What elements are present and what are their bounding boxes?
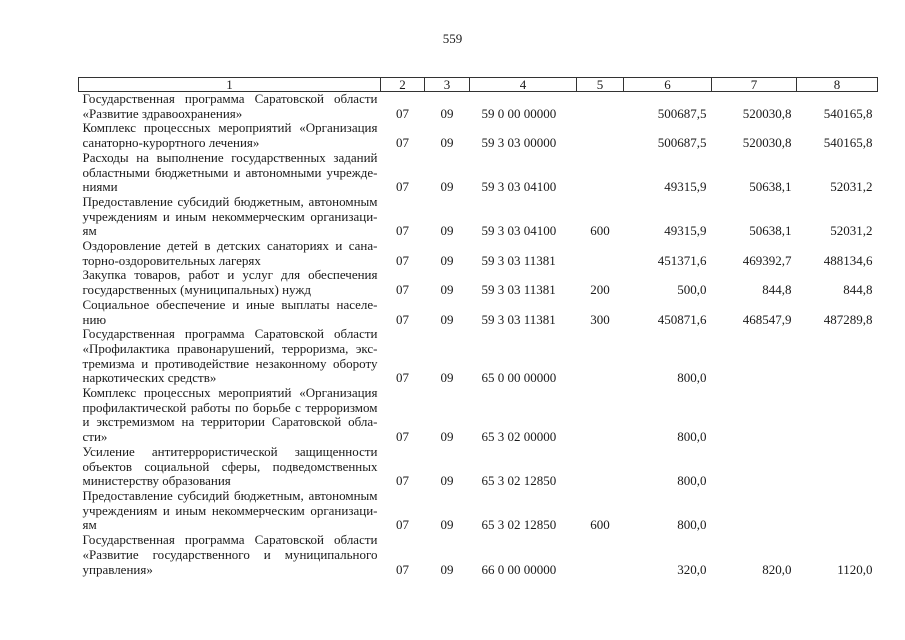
section-cell: 07 xyxy=(396,105,409,121)
description-cell xyxy=(79,445,381,489)
amount-cell: 320,0 xyxy=(677,561,707,577)
amount-cell xyxy=(797,327,878,386)
subsection-cell: 09 xyxy=(440,179,454,195)
section-cell: 07 xyxy=(396,561,409,577)
description-line: Усиление антитеррористической защищенности xyxy=(82,443,378,459)
description-line: «Развитие здравоохранения» xyxy=(82,105,243,121)
expense-type-cell: 300 xyxy=(590,311,610,327)
amount-cell xyxy=(712,445,797,489)
section-cell: 07 xyxy=(396,252,409,268)
table-row xyxy=(79,489,878,533)
col-header: 8 xyxy=(797,78,878,92)
amount-cell: 800,0 xyxy=(677,429,707,445)
description-line: Предоставление субсидий бюджетным, автономным xyxy=(82,193,378,209)
amount-cell: 52031,2 xyxy=(830,223,873,239)
description-cell xyxy=(79,121,381,150)
description-line: нию xyxy=(82,311,107,327)
subsection-cell: 09 xyxy=(440,561,454,577)
amount-cell: 540165,8 xyxy=(823,105,873,121)
description-line: Социальное обеспечение и иные выплаты населе- xyxy=(82,296,378,312)
table-row xyxy=(79,151,878,195)
col-header: 6 xyxy=(624,78,712,92)
description-cell xyxy=(79,489,381,533)
description-line: торно-оздоровительных лагерях xyxy=(82,252,261,268)
section-cell: 07 xyxy=(396,179,409,195)
col-header: 2 xyxy=(381,78,425,92)
description-line: и экстремизмом на территории Саратовской обла- xyxy=(82,414,378,430)
amount-cell: 50638,1 xyxy=(749,223,792,239)
col-header: 1 xyxy=(79,78,381,92)
target-article-cell: 65 3 02 00000 xyxy=(481,429,557,445)
section-cell: 07 xyxy=(396,370,409,386)
amount-cell: 49315,9 xyxy=(664,223,707,239)
expense-type-cell: 600 xyxy=(590,223,610,239)
table-row xyxy=(79,195,878,239)
section-cell: 07 xyxy=(396,282,409,298)
description-cell xyxy=(79,92,381,122)
subsection-cell: 09 xyxy=(440,370,454,386)
description-cell xyxy=(79,298,381,327)
col-header: 7 xyxy=(712,78,797,92)
table-row xyxy=(79,445,878,489)
amount-cell: 820,0 xyxy=(762,561,792,577)
amount-cell: 468547,9 xyxy=(742,311,792,327)
subsection-cell: 09 xyxy=(440,223,454,239)
target-article-cell: 59 3 03 11381 xyxy=(481,282,556,298)
amount-cell xyxy=(712,327,797,386)
header-row xyxy=(79,78,878,92)
description-cell xyxy=(79,268,381,297)
subsection-cell: 09 xyxy=(440,517,454,533)
section-cell: 07 xyxy=(396,311,409,327)
description-line: Расходы на выполнение государственных заданий xyxy=(82,149,378,165)
description-line: сти» xyxy=(82,429,108,445)
col-header: 3 xyxy=(425,78,470,92)
amount-cell: 500687,5 xyxy=(657,105,707,121)
description-line: учреждениям и иным некоммерческим организаци- xyxy=(82,502,378,518)
table-row xyxy=(79,268,878,297)
description-line: «Профилактика правонарушений, терроризма, экс- xyxy=(82,340,378,356)
description-cell xyxy=(79,151,381,195)
expense-type-cell xyxy=(577,92,624,122)
description-line: наркотических средств» xyxy=(82,370,217,386)
description-line: Комплекс процессных мероприятий «Организация xyxy=(82,385,378,401)
subsection-cell: 09 xyxy=(440,473,454,489)
table-row xyxy=(79,327,878,386)
table-row xyxy=(79,298,878,327)
target-article-cell: 59 3 03 11381 xyxy=(481,311,556,327)
expense-type-cell xyxy=(577,239,624,268)
subsection-cell: 09 xyxy=(440,429,454,445)
expense-type-cell: 200 xyxy=(590,282,610,298)
amount-cell: 50638,1 xyxy=(749,179,792,195)
amount-cell xyxy=(797,489,878,533)
amount-cell: 52031,2 xyxy=(830,179,873,195)
subsection-cell: 09 xyxy=(440,252,454,268)
section-cell: 07 xyxy=(396,517,409,533)
expense-type-cell xyxy=(577,445,624,489)
section-cell: 07 xyxy=(396,223,409,239)
description-line: Государственная программа Саратовской области xyxy=(82,326,378,342)
description-line: областными бюджетными и автономными учрежде- xyxy=(82,164,378,180)
amount-cell xyxy=(797,445,878,489)
amount-cell: 49315,9 xyxy=(664,179,707,195)
expense-type-cell xyxy=(577,386,624,445)
table-row xyxy=(79,239,878,268)
subsection-cell: 09 xyxy=(440,105,454,121)
amount-cell: 500687,5 xyxy=(657,135,707,151)
description-cell xyxy=(79,239,381,268)
budget-table xyxy=(78,77,878,577)
target-article-cell: 59 3 03 11381 xyxy=(481,252,556,268)
description-line: Оздоровление детей в детских санаториях и сана- xyxy=(82,238,378,254)
expense-type-cell xyxy=(577,151,624,195)
table-row xyxy=(79,533,878,577)
description-line: управления» xyxy=(82,561,153,577)
amount-cell xyxy=(797,386,878,445)
amount-cell: 500,0 xyxy=(677,282,707,298)
description-line: учреждениям и иным некоммерческим организаци- xyxy=(82,208,378,224)
target-article-cell: 59 3 03 04100 xyxy=(481,179,557,195)
description-line: тремизма и противодействие незаконному обороту xyxy=(82,355,378,371)
description-line: Закупка товаров, работ и услуг для обеспечения xyxy=(82,267,378,283)
description-line: объектов социальной сферы, подведомственных xyxy=(82,458,378,474)
expense-type-cell xyxy=(577,533,624,577)
section-cell: 07 xyxy=(396,429,409,445)
subsection-cell: 09 xyxy=(440,282,454,298)
description-line: санаторно-курортного лечения» xyxy=(82,135,260,151)
amount-cell: 844,8 xyxy=(762,282,792,298)
description-line: профилактической работы по борьбе с терроризмом xyxy=(82,399,378,415)
amount-cell: 488134,6 xyxy=(823,252,873,268)
amount-cell: 800,0 xyxy=(677,370,707,386)
subsection-cell: 09 xyxy=(440,311,454,327)
amount-cell: 451371,6 xyxy=(657,252,707,268)
amount-cell: 800,0 xyxy=(677,517,707,533)
table-row xyxy=(79,386,878,445)
amount-cell: 487289,8 xyxy=(823,311,873,327)
page-number: 559 xyxy=(442,31,463,46)
description-line: министерству образования xyxy=(82,473,231,489)
amount-cell: 800,0 xyxy=(677,473,707,489)
target-article-cell: 65 0 00 00000 xyxy=(481,370,557,386)
description-line: Государственная программа Саратовской области xyxy=(82,532,378,548)
amount-cell xyxy=(712,489,797,533)
expense-type-cell xyxy=(577,121,624,150)
description-line: ниями xyxy=(82,179,118,195)
subsection-cell: 09 xyxy=(440,135,454,151)
col-header: 5 xyxy=(577,78,624,92)
target-article-cell: 59 0 00 00000 xyxy=(481,105,557,121)
table-row xyxy=(79,92,878,122)
section-cell: 07 xyxy=(396,473,409,489)
amount-cell: 520030,8 xyxy=(742,135,792,151)
description-cell xyxy=(79,386,381,445)
target-article-cell: 59 3 03 04100 xyxy=(481,223,557,239)
expense-type-cell xyxy=(577,327,624,386)
description-line: Комплекс процессных мероприятий «Организация xyxy=(82,120,378,136)
amount-cell: 450871,6 xyxy=(657,311,707,327)
description-line: ям xyxy=(82,517,97,533)
table-row xyxy=(79,121,878,150)
target-article-cell: 59 3 03 00000 xyxy=(481,135,557,151)
target-article-cell: 66 0 00 00000 xyxy=(481,561,557,577)
description-line: «Развитие государственного и муниципального xyxy=(82,546,378,562)
description-line: Предоставление субсидий бюджетным, автономным xyxy=(82,487,378,503)
amount-cell: 844,8 xyxy=(843,282,873,298)
description-line: государственных (муниципальных) нужд xyxy=(82,282,311,298)
amount-cell: 469392,7 xyxy=(742,252,792,268)
target-article-cell: 65 3 02 12850 xyxy=(481,517,557,533)
section-cell: 07 xyxy=(396,135,409,151)
col-header: 4 xyxy=(470,78,577,92)
amount-cell: 520030,8 xyxy=(742,105,792,121)
description-cell xyxy=(79,195,381,239)
description-line: Государственная программа Саратовской области xyxy=(82,91,378,106)
description-line: ям xyxy=(82,223,97,239)
target-article-cell: 65 3 02 12850 xyxy=(481,473,557,489)
expense-type-cell: 600 xyxy=(590,517,610,533)
amount-cell: 540165,8 xyxy=(823,135,873,151)
amount-cell xyxy=(712,386,797,445)
amount-cell: 1120,0 xyxy=(837,561,873,577)
description-cell xyxy=(79,327,381,386)
description-cell xyxy=(79,533,381,577)
